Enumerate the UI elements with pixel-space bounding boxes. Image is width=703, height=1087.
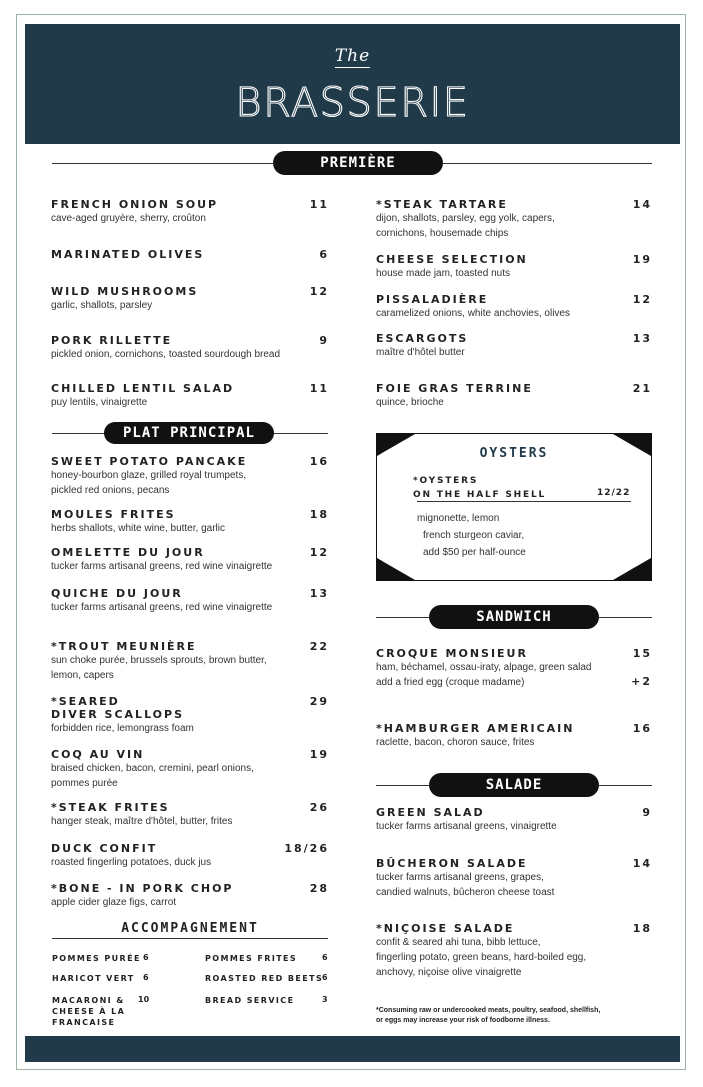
menu-item-name: WILD MUSHROOMS: [51, 285, 199, 298]
menu-item-price: 28: [309, 882, 329, 895]
menu-item: [376, 293, 636, 321]
menu-item-name: COQ AU VIN: [51, 748, 145, 761]
side-item-price: 6: [322, 953, 328, 962]
menu-item: [51, 198, 311, 226]
oysters-title: OYSTERS: [479, 446, 549, 461]
menu-item-price: 19: [309, 748, 329, 761]
menu-item: [376, 722, 636, 750]
menu-item-description: caramelized onions, white anchovies, olives: [376, 308, 570, 319]
menu-item-price: 6: [319, 248, 329, 261]
oysters-item-name: *OYSTERS ON THE HALF SHELL: [413, 476, 547, 500]
menu-item: [376, 198, 636, 241]
menu-item-description: house made jam, toasted nuts: [376, 268, 510, 279]
menu-item-description: forbidden rice, lemongrass foam: [51, 723, 194, 734]
menu-item-name: GREEN SALAD: [376, 806, 485, 819]
oysters-price: 12/22: [597, 488, 631, 498]
menu-item-description: sun choke purée, brussels sprouts, brown butter, lemon, capers: [51, 655, 267, 681]
menu-item-name: QUICHE DU JOUR: [51, 587, 183, 600]
menu-item: [51, 248, 311, 261]
menu-item: [376, 253, 636, 281]
brand-title: BRASSERIE: [235, 80, 470, 126]
oysters-desc-line: french sturgeon caviar,: [423, 530, 525, 541]
menu-item-price: 14: [632, 857, 652, 870]
side-item-name: ROASTED RED BEETS: [205, 974, 324, 983]
menu-item-name: PISSALADIÈRE: [376, 293, 489, 306]
menu-item: [51, 546, 311, 574]
menu-item-extra-price: +2: [631, 675, 652, 688]
corner-ornament: [613, 558, 651, 580]
menu-item-name: *STEAK FRITES: [51, 801, 170, 814]
menu-item: [376, 857, 636, 900]
menu-item: [51, 801, 311, 829]
menu-item-name: SWEET POTATO PANCAKE: [51, 455, 248, 468]
side-item-name: HARICOT VERT: [52, 974, 135, 983]
menu-item-description: cave-aged gruyère, sherry, croûton: [51, 213, 206, 224]
menu-item-name: *BONE - IN PORK CHOP: [51, 882, 234, 895]
menu-item-price: 21: [632, 382, 652, 395]
menu-item-name: MARINATED OLIVES: [51, 248, 205, 261]
menu-footer: [25, 1036, 680, 1062]
menu-item-price: 11: [309, 382, 329, 395]
menu-item-price: 19: [632, 253, 652, 266]
menu-item: [51, 748, 311, 791]
menu-item-price: 12: [309, 546, 329, 559]
menu-item-name: *STEAK TARTARE: [376, 198, 508, 211]
menu-item-description: raclette, bacon, choron sauce, frites: [376, 737, 535, 748]
menu-item: [51, 334, 311, 362]
oysters-description: [417, 510, 526, 561]
menu-item-name: ESCARGOTS: [376, 332, 469, 345]
menu-item: [51, 695, 311, 736]
oysters-box: [376, 433, 652, 581]
corner-ornament: [377, 558, 415, 580]
menu-item-description: pickled onion, cornichons, toasted sourdough bread: [51, 349, 281, 360]
menu-item-price: 14: [632, 198, 652, 211]
menu-item-name: CHEESE SELECTION: [376, 253, 528, 266]
side-item-name: POMMES PURÉE: [52, 954, 141, 963]
menu-item-name: CROQUE MONSIEUR: [376, 647, 528, 660]
menu-item-name: FRENCH ONION SOUP: [51, 198, 219, 211]
section-sandwich: SANDWICH: [429, 605, 599, 629]
menu-item: [376, 922, 636, 980]
oysters-desc-line: add $50 per half-ounce: [423, 547, 526, 558]
menu-item-name: *HAMBURGER AMERICAIN: [376, 722, 575, 735]
side-item-price: 6: [143, 953, 149, 962]
side-item-name: POMMES FRITES: [205, 954, 298, 963]
side-item-name: BREAD SERVICE: [205, 996, 295, 1005]
menu-item-description: hanger steak, maître d'hôtel, butter, frites: [51, 816, 233, 827]
menu-item-name: DUCK CONFIT: [51, 842, 158, 855]
menu-item-name: PORK RILLETTE: [51, 334, 173, 347]
menu-item-name: MOULES FRITES: [51, 508, 176, 521]
menu-item: [376, 806, 636, 834]
menu-item-price: 16: [632, 722, 652, 735]
menu-item-price: 18: [632, 922, 652, 935]
side-item-price: 6: [143, 973, 149, 982]
side-item-price: 10: [138, 995, 150, 1004]
section-plat-principal: PLAT PRINCIPAL: [104, 422, 274, 444]
menu-item-description: ham, béchamel, ossau-iraty, alpage, green salad add a fried egg (croque madame): [376, 662, 592, 688]
menu-item-price: 11: [309, 198, 329, 211]
section-salade: SALADE: [429, 773, 599, 797]
menu-item: [51, 382, 311, 410]
menu-item-description: tucker farms artisanal greens, vinaigrette: [376, 821, 557, 832]
menu-item-name: *NIÇOISE SALADE: [376, 922, 515, 935]
menu-item-price: 22: [309, 640, 329, 653]
menu-item-description: honey-bourbon glaze, grilled royal trumpets, pickled red onions, pecans: [51, 470, 247, 496]
menu-item-description: puy lentils, vinaigrette: [51, 397, 148, 408]
menu-item-price: 13: [632, 332, 652, 345]
menu-item-price: 15: [632, 647, 652, 660]
menu-item-description: braised chicken, bacon, cremini, pearl onions, pommes purée: [51, 763, 254, 789]
menu-item-description: quince, brioche: [376, 397, 444, 408]
menu-item-price: 13: [309, 587, 329, 600]
menu-item-name: *TROUT MEUNIÈRE: [51, 640, 197, 653]
menu-item: [51, 587, 311, 615]
menu-item-name: FOIE GRAS TERRINE: [376, 382, 533, 395]
accomp-rule: [52, 938, 328, 939]
menu-item-price: 18/26: [284, 842, 329, 855]
section-accompagnement: ACCOMPAGNEMENT: [121, 921, 259, 936]
menu-header: [25, 24, 680, 144]
side-item-price: 3: [322, 995, 328, 1004]
section-premiere: PREMIÈRE: [273, 151, 443, 175]
menu-item-price: 9: [642, 806, 652, 819]
menu-item: [51, 508, 311, 536]
menu-item-description: herbs shallots, white wine, butter, garlic: [51, 523, 225, 534]
menu-item-price: 26: [309, 801, 329, 814]
menu-item-price: 29: [309, 695, 329, 708]
menu-item: [51, 640, 311, 683]
side-item-price: 6: [322, 973, 328, 982]
menu-item: [376, 647, 636, 690]
side-item-name: MACARONI & CHEESE À LA FRANCAISE: [52, 996, 126, 1027]
menu-item: [51, 842, 311, 870]
menu-item-price: 12: [309, 285, 329, 298]
menu-item-description: tucker farms artisanal greens, grapes, candied walnuts, bûcheron cheese toast: [376, 872, 555, 898]
oysters-desc-line: mignonette, lemon: [417, 513, 500, 524]
menu-item-description: tucker farms artisanal greens, red wine vinaigrette: [51, 561, 273, 572]
menu-item-description: confit & seared ahi tuna, bibb lettuce, fingerling potato, green beans, hard-boiled egg, anchovy, niçoise olive vinaigrette: [376, 937, 587, 978]
menu-item-name: *SEARED DIVER SCALLOPS: [51, 695, 185, 721]
header-the: The: [334, 46, 371, 66]
menu-item: [376, 382, 636, 410]
menu-item-price: 18: [309, 508, 329, 521]
oysters-rule: [417, 501, 631, 502]
menu-item: [51, 285, 311, 313]
menu-item-name: BÛCHERON SALADE: [376, 857, 528, 870]
menu-item-description: tucker farms artisanal greens, red wine vinaigrette: [51, 602, 273, 613]
menu-item: [376, 332, 636, 360]
menu-item-price: 12: [632, 293, 652, 306]
menu-item: [51, 455, 311, 498]
food-safety-disclaimer: *Consuming raw or undercooked meats, poultry, seafood, shellfish, or eggs may increase your risk of foodborne illness.: [376, 1007, 601, 1024]
menu-item-description: dijon, shallots, parsley, egg yolk, capers, cornichons, housemade chips: [376, 213, 555, 239]
menu-item: [51, 882, 311, 910]
menu-item-description: roasted fingerling potatoes, duck jus: [51, 857, 212, 868]
menu-item-description: garlic, shallots, parsley: [51, 300, 153, 311]
menu-item-description: apple cider glaze figs, carrot: [51, 897, 177, 908]
menu-item-price: 9: [319, 334, 329, 347]
menu-item-name: CHILLED LENTIL SALAD: [51, 382, 235, 395]
menu-item-name: OMELETTE DU JOUR: [51, 546, 205, 559]
menu-item-price: 16: [309, 455, 329, 468]
menu-item-description: maître d'hôtel butter: [376, 347, 465, 358]
